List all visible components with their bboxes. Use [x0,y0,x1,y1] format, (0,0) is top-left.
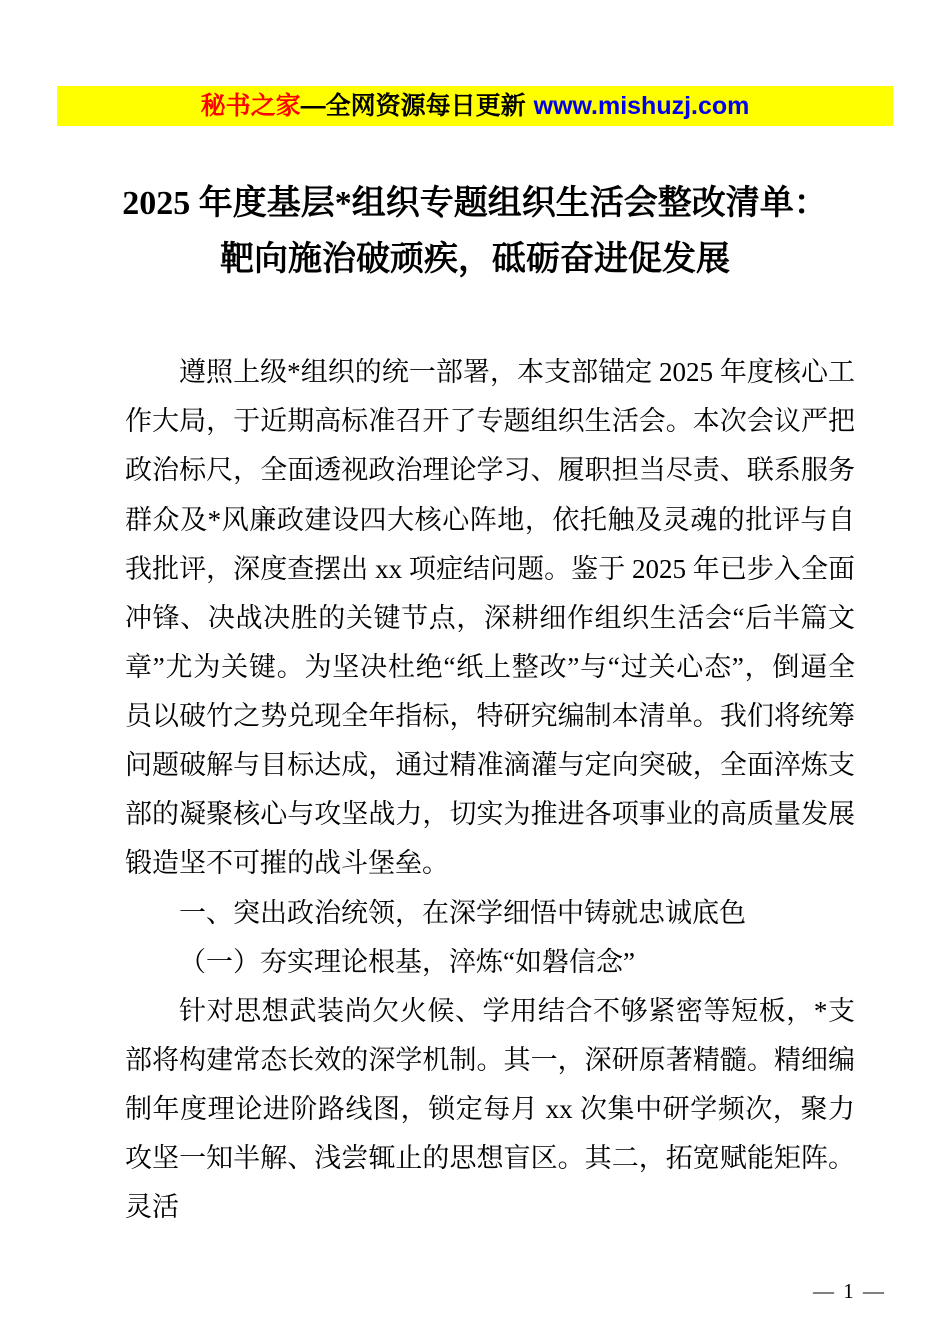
subsection-heading-1-1: （一）夯实理论根基，淬炼“如磐信念” [179,946,635,977]
page-number: — 1 — [813,1279,886,1303]
site-banner [57,86,893,126]
section-heading-1: 一、突出政治统领，在深学细悟中铸就忠诚底色 [179,897,746,928]
site-tagline-text: —全网资源每日更新 [300,92,526,120]
paragraph-intro: 遵照上级*组织的统一部署，本支部锚定 2025 年度核心工作大局，于近期高标准召开了专题组织生活会。本次会议严把政治标尺，全面透视政治理论学习、履职担当尽责、联系服务群众及*风廉政建设四大核心阵地，依托触及灵魂的批评与自我批评，深度查摆出 xx 项症结问题。鉴于 2025 年已步入全面冲锋、决战决胜的关键节点，深耕细作组织生活会“后半篇文章”尤为关键。为坚决杜绝“纸上整改”与“过关心态”，倒逼全员以破竹之势兑现全年指标，特研究编制本清单。我们将统筹问题破解与目标达成，通过精准滴灌与定向突破，全面淬炼支部的凝聚核心与攻坚战力，切实为推进各项事业的高质量发展锻造坚不可摧的战斗堡垒。 [125,357,855,879]
document-title-line-2: 靶向施治破顽疾，砥砺奋进促发展 [220,241,730,279]
document-body [125,348,855,1232]
document-title [60,176,890,288]
document-title-line-1: 2025 年度基层*组织专题组织生活会整改清单： [122,185,828,222]
site-url-link[interactable]: www.mishuzj.com [533,92,750,120]
site-name-text: 秘书之家 [200,92,301,120]
paragraph-subsection-1-1: 针对思想武装尚欠火候、学用结合不够紧密等短板，*支部将构建常态长效的深学机制。其一，深研原著精髓。精细编制年度理论进阶路线图，锁定每月 xx 次集中研学频次，聚力攻坚一知半解、浅尝辄止的思想盲区。其二，拓宽赋能矩阵。灵活 [125,995,855,1223]
